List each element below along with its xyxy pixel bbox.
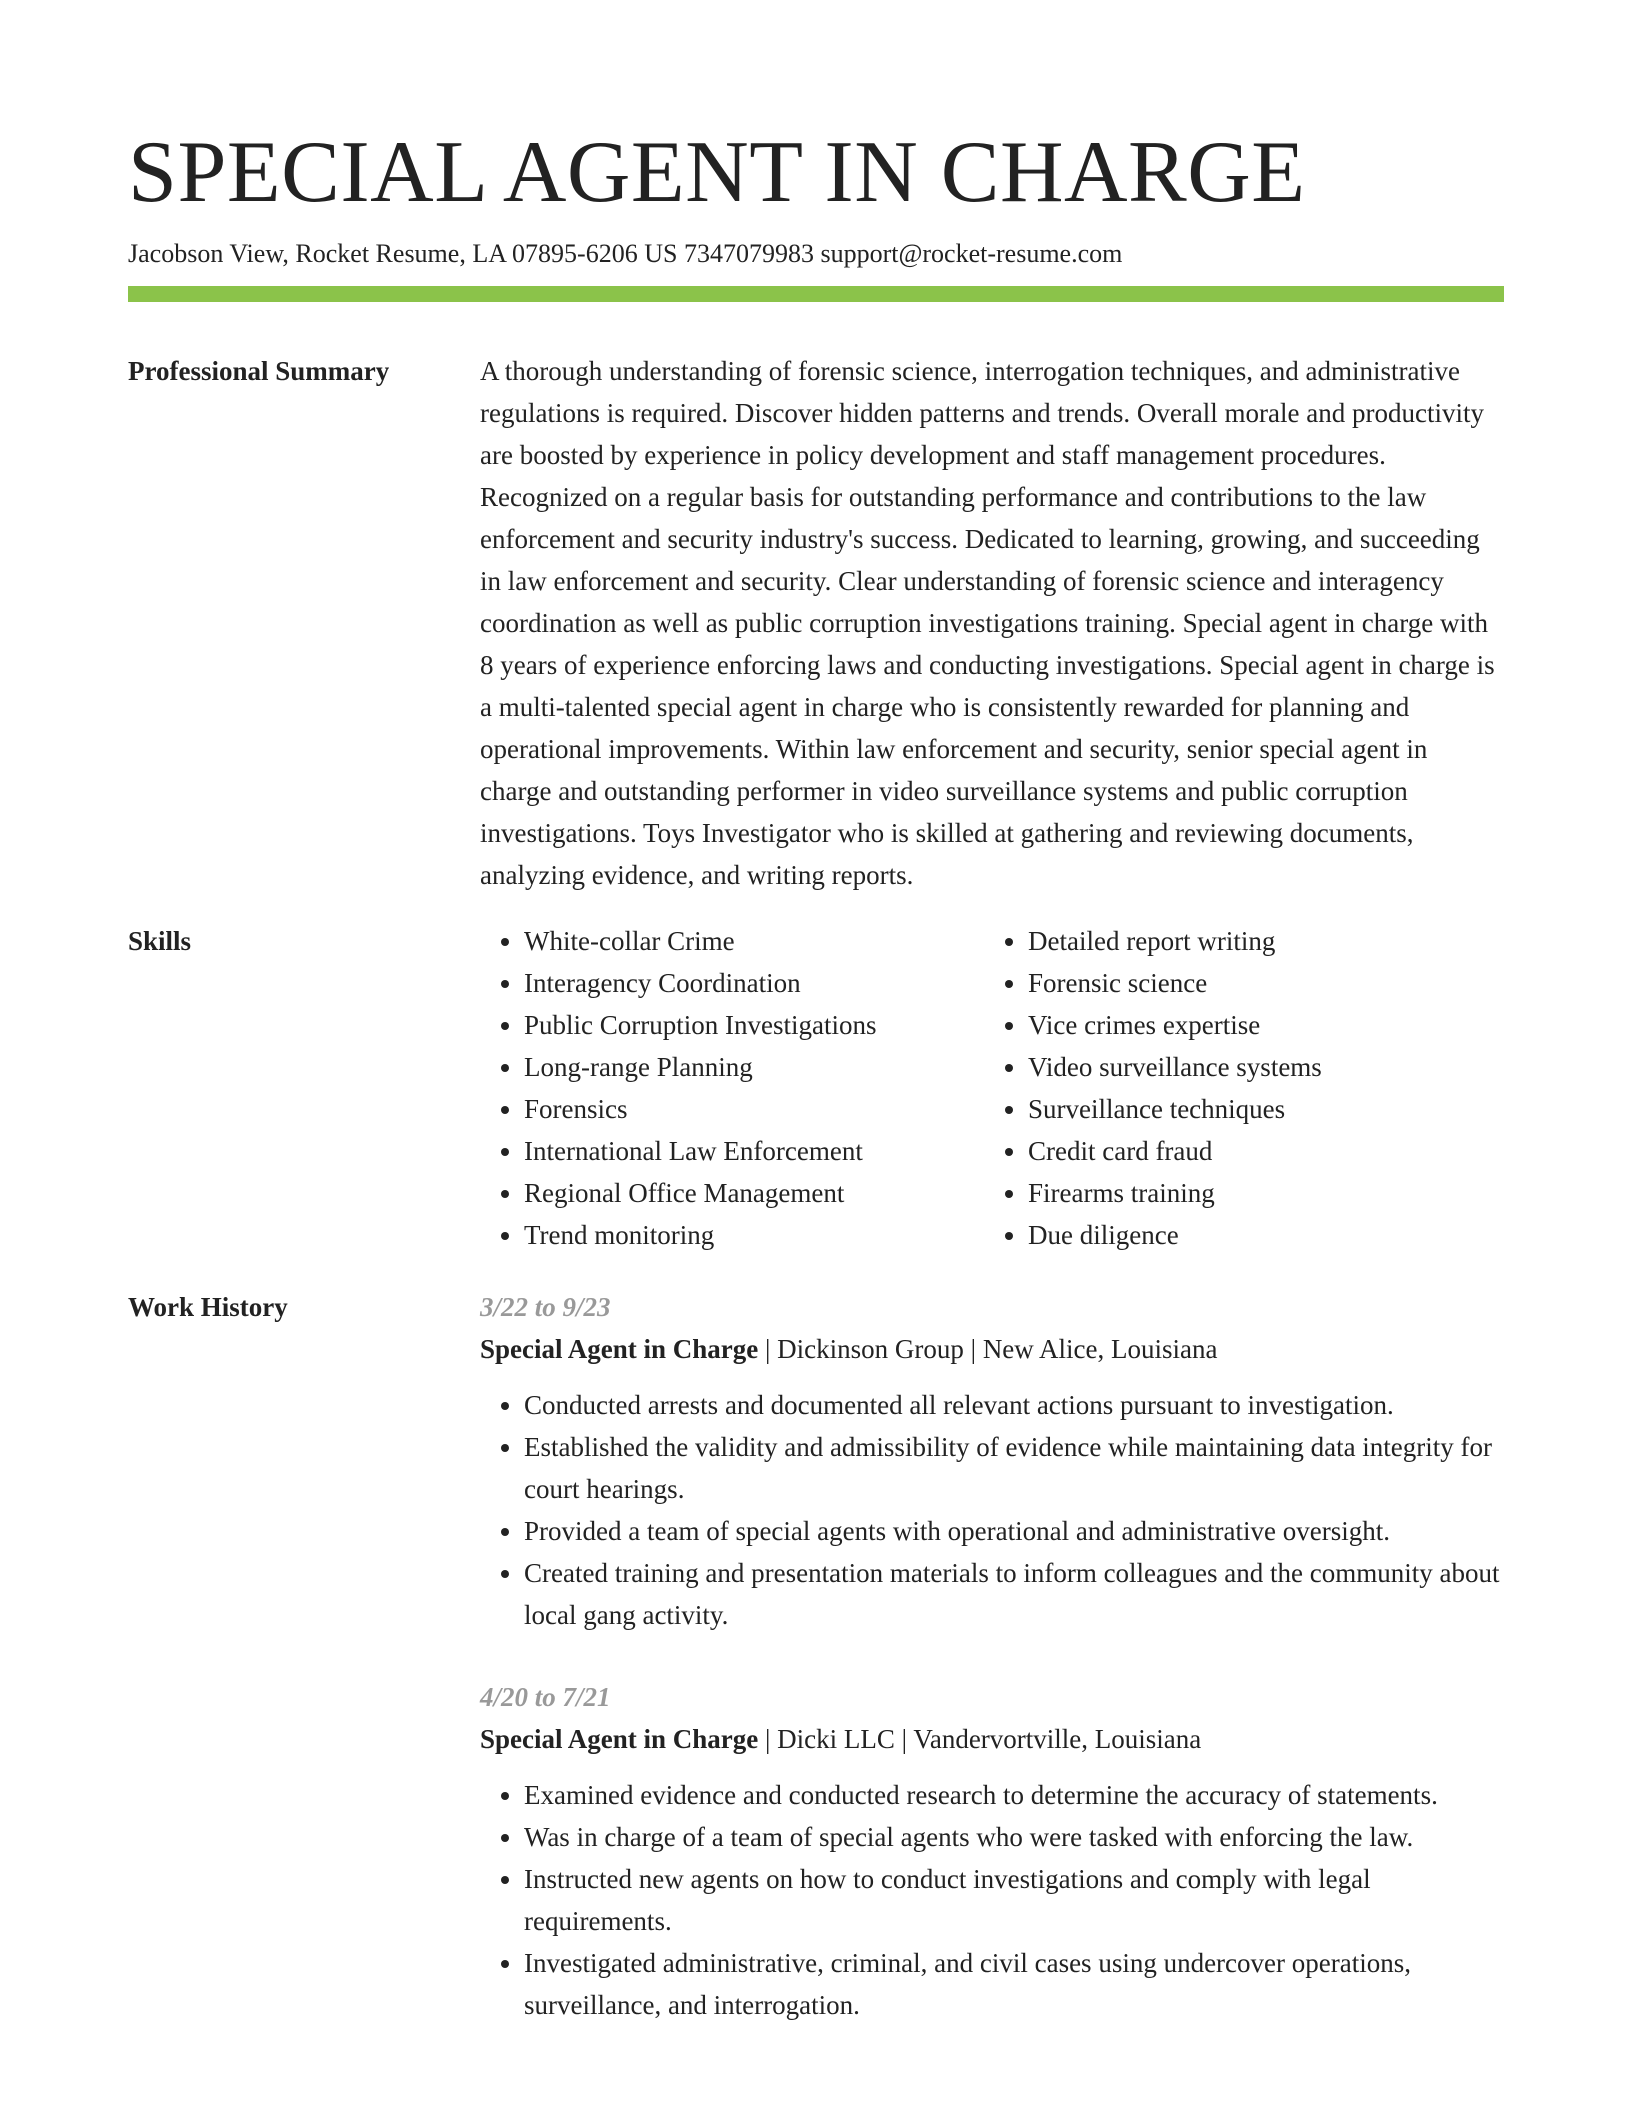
job-entry — [480, 1676, 1504, 2026]
summary-body — [480, 350, 1504, 896]
work-history-heading: Work History — [128, 1292, 288, 1322]
skills-section — [128, 920, 1504, 1256]
skills-column-1 — [480, 920, 984, 1256]
job-company: | Dicki LLC — [758, 1724, 895, 1754]
contact-line — [128, 236, 1504, 272]
job-dates: 4/20 to 7/21 — [480, 1682, 611, 1712]
job-location: | Vandervortville, Louisiana — [895, 1724, 1201, 1754]
skill-item: • Vice crimes expertise — [1028, 1004, 1504, 1046]
skill-item: • International Law Enforcement — [524, 1130, 984, 1172]
skill-item: • White-collar Crime — [524, 920, 984, 962]
skills-column-2 — [984, 920, 1504, 1256]
skill-item: • Long-range Planning — [524, 1046, 984, 1088]
job-dates: 3/22 to 9/23 — [480, 1292, 611, 1322]
skill-item: • Firearms training — [1028, 1172, 1504, 1214]
job-title: Special Agent in Charge — [480, 1334, 759, 1364]
job-bullet: • Created training and presentation materials to inform colleagues and the community about local gang activity. — [524, 1552, 1504, 1636]
resume-title: SPECIAL AGENT IN CHARGE — [128, 124, 1306, 221]
resume-page — [128, 118, 1504, 2066]
job-bullet: • Was in charge of a team of special agents who were tasked with enforcing the law. — [524, 1816, 1504, 1858]
skill-item: • Public Corruption Investigations — [524, 1004, 984, 1046]
contact-address: Jacobson View, Rocket Resume, LA 07895-6206 US — [128, 239, 678, 268]
job-heading-line — [480, 1328, 1504, 1370]
job-entry — [480, 1286, 1504, 1636]
job-bullet: • Instructed new agents on how to conduct investigations and comply with legal requirements. — [524, 1858, 1504, 1942]
job-location: | New Alice, Louisiana — [964, 1334, 1218, 1364]
job-heading-line — [480, 1718, 1504, 1760]
summary-text: A thorough understanding of forensic science, interrogation techniques, and administrative regulations is required. Discover hidden patterns and trends. Overall morale and productivity are boosted by experience in policy development and staff management procedures. Recognized on a regular basis for outstanding performance and contributions to the law enforcement and security industry's success. Dedicated to learning, growing, and succeeding in law enforcement and security. Clear understanding of forensic science and interagency coordination as well as public corruption investigations training. Special agent in charge with 8 years of experience enforcing laws and conducting investigations. Special agent in charge is a multi-talented special agent in charge who is consistently rewarded for planning and operational improvements. Within law enforcement and security, senior special agent in charge and outstanding performer in video surveillance systems and public corruption investigations. Toys Investigator who is skilled at gathering and reviewing documents, analyzing evidence, and writing reports. — [480, 356, 1495, 890]
skill-item: • Regional Office Management — [524, 1172, 984, 1214]
skill-item: • Credit card fraud — [1028, 1130, 1504, 1172]
job-title: Special Agent in Charge — [480, 1724, 759, 1754]
job-bullets — [480, 1774, 1504, 2026]
skill-item: • Detailed report writing — [1028, 920, 1504, 962]
job-bullet: • Investigated administrative, criminal, and civil cases using undercover operations, surveillance, and interrogation. — [524, 1942, 1504, 2026]
summary-heading: Professional Summary — [128, 356, 390, 386]
skill-item: • Trend monitoring — [524, 1214, 984, 1256]
contact-phone: 7347079983 — [683, 239, 814, 268]
job-company: | Dickinson Group — [758, 1334, 964, 1364]
job-bullet: • Conducted arrests and documented all relevant actions pursuant to investigation. — [524, 1384, 1504, 1426]
job-bullet: • Established the validity and admissibility of evidence while maintaining data integrity for court hearings. — [524, 1426, 1504, 1510]
job-bullets — [480, 1384, 1504, 1636]
skill-item: • Forensic science — [1028, 962, 1504, 1004]
skill-item: • Surveillance techniques — [1028, 1088, 1504, 1130]
skills-grid — [480, 920, 1504, 1256]
work-history-body — [480, 1286, 1504, 2066]
skill-item: • Video surveillance systems — [1028, 1046, 1504, 1088]
skill-item: • Interagency Coordination — [524, 962, 984, 1004]
contact-email: support@rocket-resume.com — [820, 239, 1123, 268]
work-history-section — [128, 1286, 1504, 2066]
header-divider — [128, 286, 1504, 302]
skill-item: • Forensics — [524, 1088, 984, 1130]
job-bullet: • Examined evidence and conducted research to determine the accuracy of statements. — [524, 1774, 1504, 1816]
skill-item: • Due diligence — [1028, 1214, 1504, 1256]
skills-heading: Skills — [128, 926, 192, 956]
job-bullet: • Provided a team of special agents with operational and administrative oversight. — [524, 1510, 1504, 1552]
skills-body — [480, 920, 1504, 1256]
summary-section — [128, 350, 1504, 896]
